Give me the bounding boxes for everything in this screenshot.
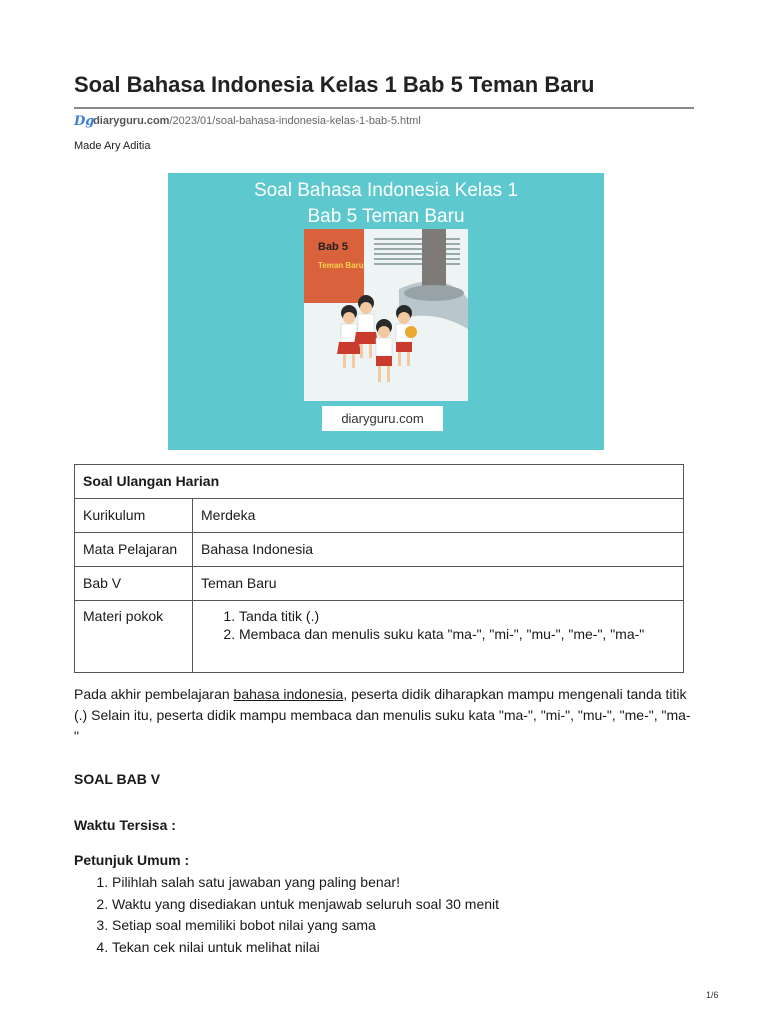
source-path[interactable]: /2023/01/soal-bahasa-indonesia-kelas-1-bab-5.html [169, 115, 421, 127]
list-item: 4. Tekan cek nilai untuk melihat nilai [112, 937, 692, 959]
list-item: 2. Waktu yang disediakan untuk menjawab seluruh soal 30 menit [112, 894, 692, 916]
row-value-kurikulum: Merdeka [193, 499, 684, 533]
page-title: Soal Bahasa Indonesia Kelas 1 Bab 5 Teman Baru [74, 72, 595, 97]
table-row [75, 601, 684, 673]
bahasa-indonesia-link[interactable]: bahasa indonesia [233, 686, 344, 702]
diaryguru-logo-icon: Dg [74, 114, 95, 129]
table-row [75, 567, 684, 601]
book-subtitle: Teman Baru [318, 261, 364, 270]
row-label-mata-pelajaran: Mata Pelajaran [75, 533, 193, 567]
intro-text-end: , peserta didik diharapkan mampu mengenali tanda titik (.) Selain itu, peserta didik mampu membaca dan menulis suku kata "ma-", "mi-", "mu-", "me-", "ma-" [74, 686, 691, 744]
info-table-heading: Soal Ulangan Harian [75, 465, 684, 499]
row-value-materi [193, 601, 684, 673]
child-3 [376, 319, 392, 382]
hero-title-line2: Bab 5 Teman Baru [307, 206, 465, 227]
list-item: 3. Setiap soal memiliki bobot nilai yang sama [112, 915, 692, 937]
title-divider [74, 107, 694, 109]
page-indicator: 1/6 [706, 990, 719, 1000]
materi-list [201, 607, 675, 643]
row-label-bab: Bab V [75, 567, 193, 601]
waktu-tersisa-label: Waktu Tersisa : [74, 817, 176, 833]
petunjuk-heading: Petunjuk Umum : [74, 852, 190, 868]
hero-title [168, 178, 604, 230]
soal-heading: SOAL BAB V [74, 771, 161, 787]
hero-site-label: diaryguru.com [322, 406, 443, 431]
book-illustration [304, 229, 468, 401]
list-item: 1. Tanda titik (.) [239, 607, 675, 625]
book-bab-label: Bab 5 [318, 241, 348, 253]
children-illustration [304, 229, 468, 401]
row-value-mata-pelajaran: Bahasa Indonesia [193, 533, 684, 567]
petunjuk-list [74, 872, 692, 958]
intro-text-start: Pada akhir pembelajaran [74, 686, 234, 702]
row-value-bab: Teman Baru [193, 567, 684, 601]
author-name: Made Ary Aditia [74, 140, 151, 152]
table-row [75, 533, 684, 567]
table-row [75, 499, 684, 533]
row-label-kurikulum: Kurikulum [75, 499, 193, 533]
intro-paragraph [74, 684, 694, 747]
list-item: 1. Pilihlah salah satu jawaban yang paling benar! [112, 872, 692, 894]
list-item: 2. Membaca dan menulis suku kata "ma-", "mi-", "mu-", "me-", "ma-" [239, 625, 675, 643]
hero-title-line1: Soal Bahasa Indonesia Kelas 1 [253, 180, 519, 201]
info-table-header [75, 465, 684, 499]
source-domain[interactable]: diaryguru.com [93, 115, 170, 127]
hero-image [168, 173, 604, 450]
row-label-materi: Materi pokok [75, 601, 193, 673]
source-line [74, 114, 421, 129]
info-table [74, 464, 684, 673]
